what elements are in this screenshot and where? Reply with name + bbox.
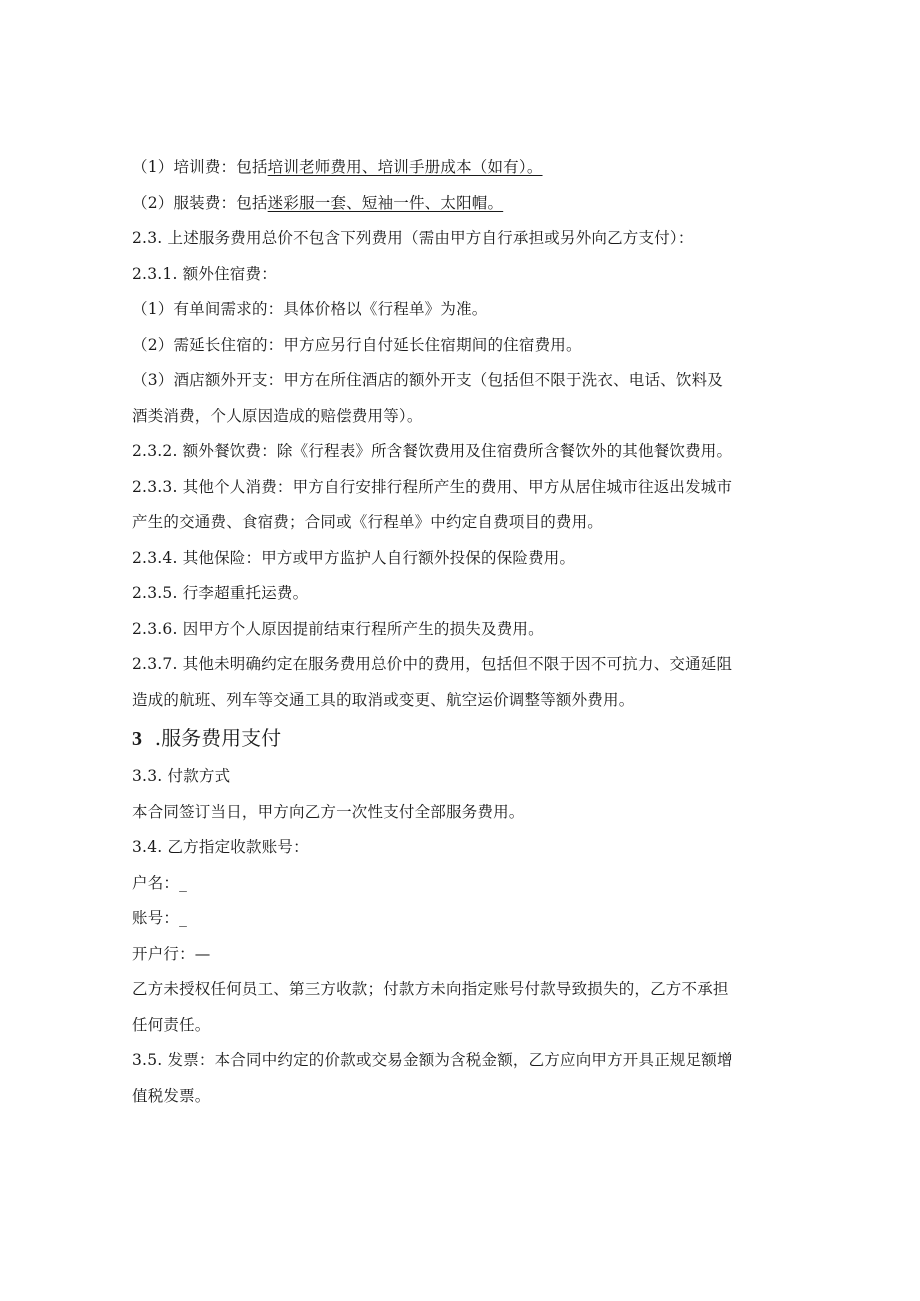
clause-3-4: 3.4. 乙方指定收款账号： [132, 838, 309, 856]
clause-2-3-6: 2.3.6. 因甲方个人原因提前结束行程所产生的损失及费用。 [132, 619, 544, 638]
clause-2-3: 2.3. 上述服务费用总价不包含下列费用（需由甲方自行承担或另外向乙方支付）： [132, 229, 694, 247]
section-3-number: 3 [132, 728, 142, 750]
training-fee-details: 培训老师费用、培训手册成本（如有）。 [267, 158, 543, 176]
training-fee-prefix: （1）培训费：包括 [132, 158, 268, 176]
uniform-fee-prefix: （2）服装费：包括 [132, 193, 268, 212]
clause-2-3-7-cont: 造成的航班、列车等交通工具的取消或变更、航空运价调整等额外费用。 [132, 690, 635, 709]
bank-name: 开户行：— [132, 944, 211, 963]
clause-3-3-body: 本合同签订当日，甲方向乙方一次性支付全部服务费用。 [132, 802, 525, 821]
clause-3-5-cont: 值税发票。 [132, 1086, 211, 1105]
clause-2-3-3-cont: 产生的交通费、食宿费；合同或《行程单》中约定自费项目的费用。 [132, 513, 604, 531]
clause-2-3-1-hotel-extras: （3）酒店额外开支：甲方在所住酒店的额外开支（包括但不限于洗衣、电话、饮料及 [132, 371, 723, 389]
clause-2-3-1: 2.3.1. 额外住宿费： [132, 264, 277, 283]
clause-2-3-7: 2.3.7. 其他未明确约定在服务费用总价中的费用，包括但不限于因不可抗力、交通延阻 [132, 655, 733, 673]
clause-2-3-1-hotel-extras-cont: 酒类消费，个人原因造成的赔偿费用等）。 [132, 406, 423, 425]
clause-3-3: 3.3. 付款方式 [132, 767, 231, 785]
clause-2-3-1-single-room: （1）有单间需求的：具体价格以《行程单》为准。 [132, 300, 488, 318]
clause-2-3-5: 2.3.5. 行李超重托运费。 [132, 584, 309, 602]
clause-2-3-3: 2.3.3. 其他个人消费：甲方自行安排行程所产生的费用、甲方从居住城市往返出发城市 [132, 477, 733, 496]
payment-warning-cont: 任何责任。 [132, 1015, 211, 1034]
uniform-fee-details: 迷彩服一套、短袖一件、太阳帽。 [267, 193, 504, 212]
uniform-fee-item [132, 186, 792, 222]
section-3-title: .服务费用支付 [154, 726, 282, 750]
clause-2-3-1-extended-stay: （2）需延长住宿的：甲方应另行自付延长住宿期间的住宿费用。 [132, 335, 582, 354]
clause-3-5: 3.5. 发票：本合同中约定的价款或交易金额为含税金额，乙方应向甲方开具正规足额增 [132, 1051, 733, 1069]
account-name: 户名：_ [132, 873, 188, 892]
document-body [132, 150, 792, 1114]
clause-2-3-2: 2.3.2. 额外餐饮费：除《行程表》所含餐饮费用及住宿费所含餐饮外的其他餐饮费用。 [132, 442, 733, 460]
account-number: 账号：_ [132, 909, 188, 927]
section-3-heading [132, 718, 792, 759]
training-fee-item [132, 150, 792, 186]
payment-warning: 乙方未授权任何员工、第三方收款；付款方未向指定账号付款导致损失的，乙方不承担 [132, 980, 729, 998]
clause-2-3-4: 2.3.4. 其他保险：甲方或甲方监护人自行额外投保的保险费用。 [132, 548, 576, 567]
